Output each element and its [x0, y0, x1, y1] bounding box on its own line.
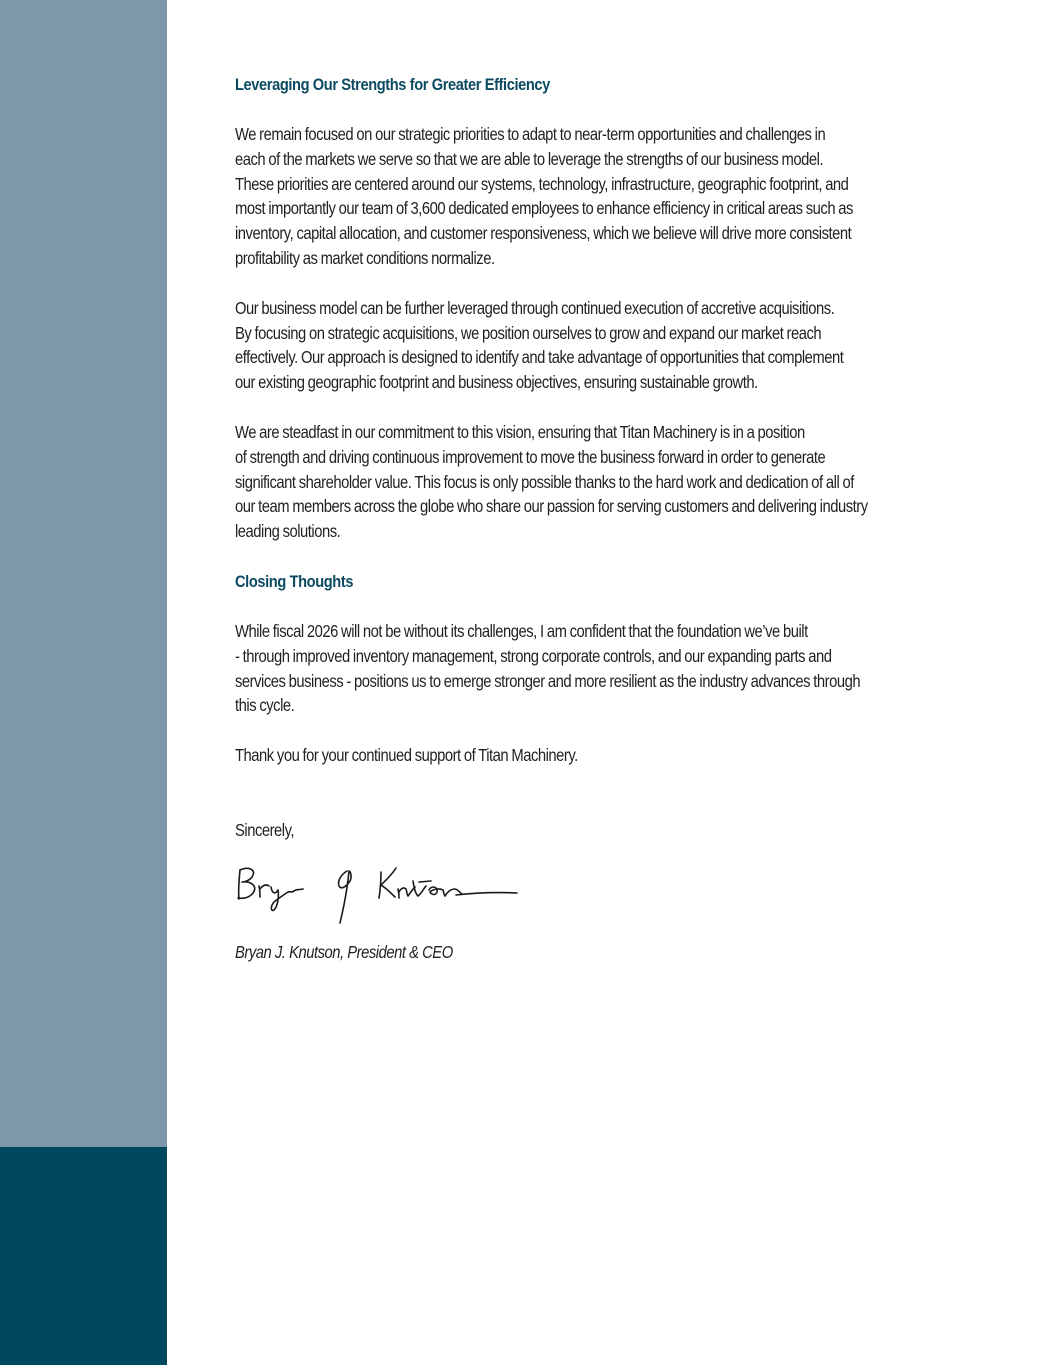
section-heading-closing: Closing Thoughts [235, 571, 354, 591]
paragraph-fiscal-outlook: While fiscal 2026 will not be without its challenges, I am confident that the foundation we’ve built - through improved inventory management, strong corporate controls, and our expanding parts and services business - positions us to emerge stronger and more resilient as the industry advances through this cycle. [235, 620, 861, 716]
handwritten-signature [233, 862, 523, 928]
sidebar-color-band [0, 0, 167, 1147]
section-heading-efficiency: Leveraging Our Strengths for Greater Efficiency [235, 75, 550, 94]
paragraph-priorities: We remain focused on our strategic priorities to adapt to near-term opportunities and challenges in each of the markets we serve so that we are able to leverage the strengths of our business model. These priorities are centered around our systems, technology, infrastructure, geographic footprint, and most importantly our team of 3,600 dedicated employees to enhance efficiency in critical areas such as inventory, capital allocation, and customer responsiveness, which we believe will drive more consistent profitability as market conditions normalize. [235, 124, 853, 268]
signer-name-title: Bryan J. Knutson, President & CEO [235, 942, 453, 962]
paragraph-vision: We are steadfast in our commitment to this vision, ensuring that Titan Machinery is in a position of strength and driving continuous improvement to move the business forward in order to generate significant shareholder value. This focus is only possible thanks to the hard work and dedication of all of our team members across the globe who share our passion for serving customers and delivering industry leading solutions. [235, 421, 868, 542]
paragraph-thank-you: Thank you for your continued support of Titan Machinery. [235, 745, 578, 766]
sidebar-footer-block [0, 1147, 167, 1365]
sign-off: Sincerely, [235, 819, 295, 840]
letter-body [235, 72, 1010, 843]
paragraph-acquisitions: Our business model can be further leveraged through continued execution of accretive acquisitions. By focusing on strategic acquisitions, we position ourselves to grow and expand our market reach effectively. Our approach is designed to identify and take advantage of opportunities that complement our existing geographic footprint and business objectives, ensuring sustainable growth. [235, 297, 844, 393]
